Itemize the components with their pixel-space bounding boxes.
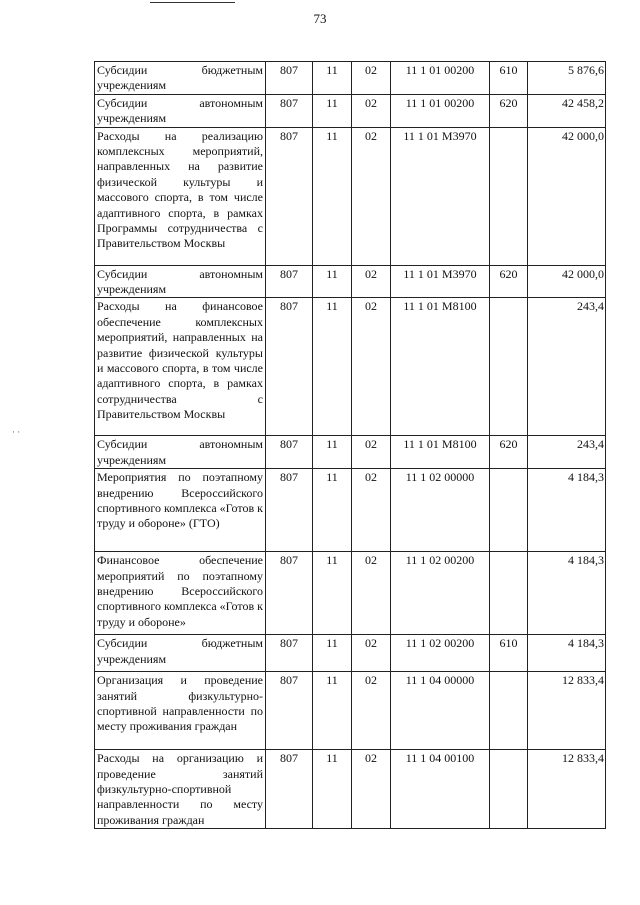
cell-ved: 807 [266,265,313,298]
cell-name: Субсидии бюджетным учреждениям [95,62,266,95]
cell-csr: 11 1 02 00200 [391,552,490,635]
cell-ved: 807 [266,436,313,469]
cell-name: Субсидии автономным учреждениям [95,436,266,469]
cell-csr: 11 1 01 M3970 [391,127,490,265]
cell-vr: 610 [490,635,528,672]
table-row [95,469,606,552]
cell-ved: 807 [266,635,313,672]
cell-sum: 12 833,4 [528,750,606,829]
cell-csr: 11 1 01 M8100 [391,298,490,436]
cell-sum: 12 833,4 [528,672,606,750]
cell-vr: 620 [490,265,528,298]
table-row [95,552,606,635]
cell-name: Мероприятия по поэтапному внедрению Всероссийского спортивного комплекса «Готов к труду и обороне» (ГТО) [95,469,266,552]
cell-rz: 11 [313,635,352,672]
cell-ved: 807 [266,469,313,552]
cell-sum: 42 000,0 [528,265,606,298]
cell-sum: 4 184,3 [528,635,606,672]
cell-rz: 11 [313,436,352,469]
cell-pr: 02 [352,298,391,436]
page-number: 73 [313,11,327,26]
cell-csr: 11 1 04 00000 [391,672,490,750]
cell-rz: 11 [313,298,352,436]
cell-rz: 11 [313,552,352,635]
cell-name: Расходы на организацию и проведение занятий физкультурно-спортивной направленности по месту проживания граждан [95,750,266,829]
cell-name: Субсидии бюджетным учреждениям [95,635,266,672]
cell-sum: 4 184,3 [528,552,606,635]
cell-rz: 11 [313,672,352,750]
cell-pr: 02 [352,469,391,552]
cell-ved: 807 [266,127,313,265]
cell-name: Расходы на реализацию комплексных мероприятий, направленных на развитие физической культуры и массового спорта, в том числе адаптивного спорта, в рамках Программы сотрудничества с Правительством Москвы [95,127,266,265]
cell-ved: 807 [266,298,313,436]
cell-name: Расходы на финансовое обеспечение комплексных мероприятий, направленных на развитие физической культуры и массового спорта, в том числе адаптивного спорта, в рамках сотрудничества с Правительством Москвы [95,298,266,436]
table-row [95,436,606,469]
margin-mark: · · [12,427,21,437]
cell-name: Финансовое обеспечение мероприятий по поэтапному внедрению Всероссийского спортивного комплекса «Готов к труду и обороне» [95,552,266,635]
cell-pr: 02 [352,94,391,127]
cell-vr: 620 [490,436,528,469]
cell-csr: 11 1 04 00100 [391,750,490,829]
cell-rz: 11 [313,265,352,298]
cell-rz: 11 [313,94,352,127]
cell-vr [490,672,528,750]
cell-csr: 11 1 01 M8100 [391,436,490,469]
cell-ved: 807 [266,552,313,635]
cell-sum: 4 184,3 [528,469,606,552]
cell-ved: 807 [266,750,313,829]
cell-rz: 11 [313,127,352,265]
cell-vr: 610 [490,62,528,95]
cell-ved: 807 [266,94,313,127]
cell-pr: 02 [352,436,391,469]
cell-vr [490,469,528,552]
cell-vr [490,750,528,829]
cell-sum: 42 000,0 [528,127,606,265]
cell-pr: 02 [352,635,391,672]
cell-name: Субсидии автономным учреждениям [95,265,266,298]
budget-table [94,61,606,829]
cell-pr: 02 [352,265,391,298]
cell-rz: 11 [313,469,352,552]
table-row [95,298,606,436]
cell-sum: 42 458,2 [528,94,606,127]
cell-pr: 02 [352,62,391,95]
cell-name: Организация и проведение занятий физкультурно-спортивной направленности по месту проживания граждан [95,672,266,750]
cell-pr: 02 [352,672,391,750]
cell-ved: 807 [266,672,313,750]
table-row [95,672,606,750]
cell-vr [490,127,528,265]
cell-vr [490,552,528,635]
table-row [95,94,606,127]
top-rule [150,2,235,3]
cell-csr: 11 1 01 00200 [391,94,490,127]
table-row [95,635,606,672]
cell-ved: 807 [266,62,313,95]
cell-rz: 11 [313,750,352,829]
cell-sum: 5 876,6 [528,62,606,95]
table-row [95,62,606,95]
table-row [95,127,606,265]
cell-csr: 11 1 01 M3970 [391,265,490,298]
cell-rz: 11 [313,62,352,95]
cell-pr: 02 [352,750,391,829]
cell-pr: 02 [352,552,391,635]
cell-vr [490,298,528,436]
cell-csr: 11 1 02 00200 [391,635,490,672]
table-row [95,750,606,829]
cell-csr: 11 1 01 00200 [391,62,490,95]
cell-name: Субсидии автономным учреждениям [95,94,266,127]
cell-vr: 620 [490,94,528,127]
cell-sum: 243,4 [528,436,606,469]
cell-pr: 02 [352,127,391,265]
cell-csr: 11 1 02 00000 [391,469,490,552]
cell-sum: 243,4 [528,298,606,436]
table-row [95,265,606,298]
